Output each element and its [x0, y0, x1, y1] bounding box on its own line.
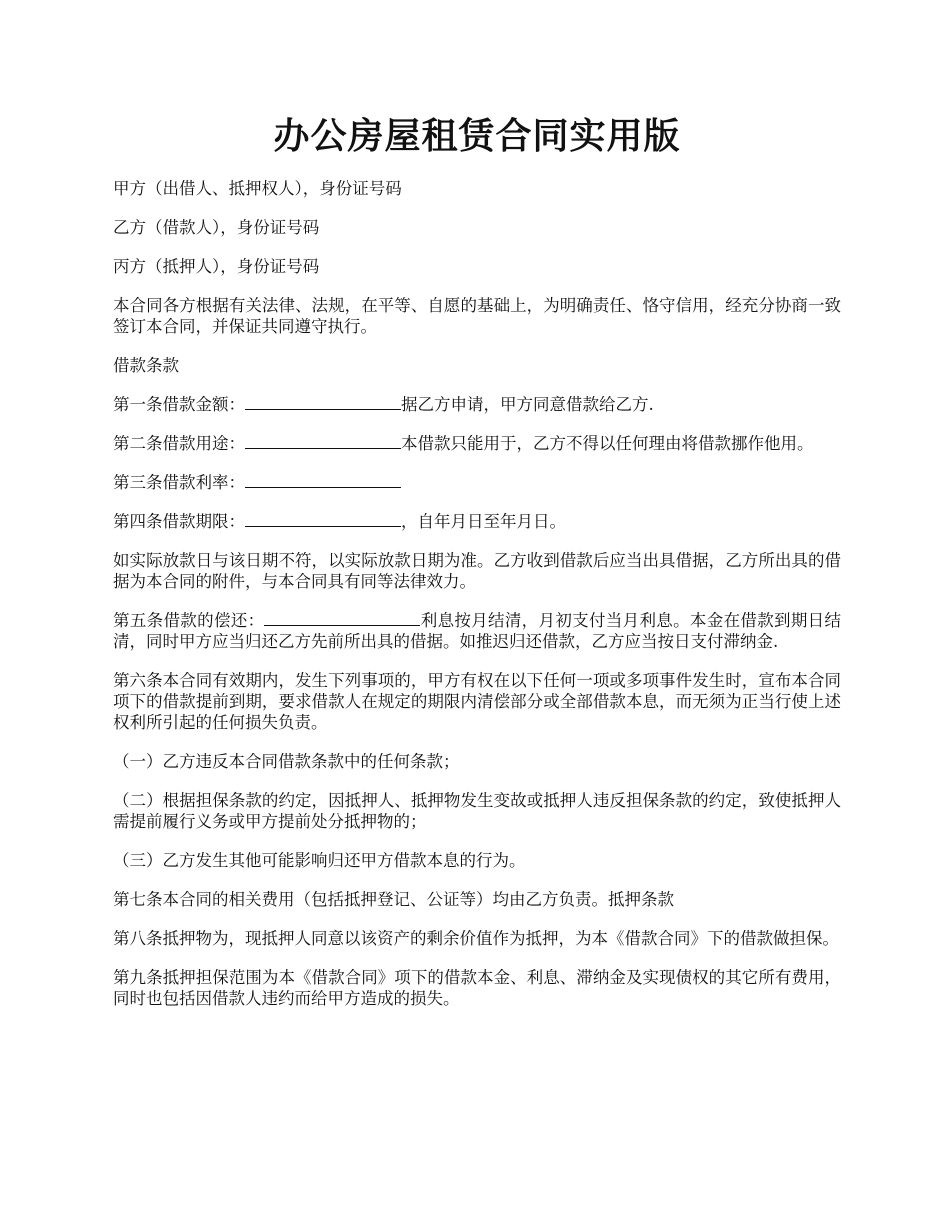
list-item: （一）乙方违反本合同借款条款中的任何条款； — [113, 752, 460, 771]
article-3 — [113, 472, 841, 493]
party-b-line: 乙方（借款人），身份证号码 — [113, 218, 320, 237]
loan-amount-blank — [245, 394, 401, 410]
article-3-label: 第三条借款利率： — [113, 473, 245, 492]
article-5-label: 第五条借款的偿还： — [113, 611, 265, 630]
article-7: 第七条本合同的相关费用（包括抵押登记、公证等）均由乙方负责。抵押条款 — [113, 890, 674, 909]
article-9: 第九条抵押担保范围为本《借款合同》项下的借款本金、利息、滞纳金及实现债权的其它所有费用，同时也包括因借款人违约而给甲方造成的损失。 — [113, 968, 841, 1008]
preamble-paragraph: 本合同各方根据有关法律、法规，在平等、自愿的基础上，为明确责任、恪守信用，经充分协商一致签订本合同，并保证共同遵守执行。 — [113, 296, 841, 336]
list-item: （三）乙方发生其他可能影响归还甲方借款本息的行为。 — [113, 851, 526, 870]
article-4-text: ，自年月日至年月日。 — [401, 512, 566, 531]
interest-rate-blank — [245, 472, 401, 488]
article-5 — [113, 610, 841, 652]
list-item: （二）根据担保条款的约定，因抵押人、抵押物发生变故或抵押人违反担保条款的约定，致使抵押人需提前履行义务或甲方提前处分抵押物的； — [113, 791, 841, 831]
article-1 — [113, 394, 841, 415]
loan-terms-heading: 借款条款 — [113, 356, 179, 375]
article-1-text: 据乙方申请，甲方同意借款给乙方. — [401, 395, 654, 414]
loan-term-blank — [245, 511, 401, 527]
article-2-label: 第二条借款用途： — [113, 434, 245, 453]
document-title: 办公房屋租赁合同实用版 — [273, 115, 681, 157]
article-1-label: 第一条借款金额： — [113, 395, 245, 414]
article-4 — [113, 511, 841, 532]
repayment-blank — [264, 610, 420, 626]
disbursement-paragraph: 如实际放款日与该日期不符，以实际放款日期为准。乙方收到借款后应当出具借据，乙方所出具的借据为本合同的附件，与本合同具有同等法律效力。 — [113, 551, 841, 591]
article-4-label: 第四条借款期限： — [113, 512, 245, 531]
article-2-text: 本借款只能用于，乙方不得以任何理由将借款挪作他用。 — [401, 434, 814, 453]
party-c-line: 丙方（抵押人），身份证号码 — [113, 257, 320, 276]
contract-page — [113, 112, 841, 1027]
article-6: 第六条本合同有效期内，发生下列事项的，甲方有权在以下任何一项或多项事件发生时，宣布本合同项下的借款提前到期，要求借款人在规定的期限内清偿部分或全部借款本息，而无须为正当行使上述权利所引起的任何损失负责。 — [113, 671, 841, 732]
article-8: 第八条抵押物为，现抵押人同意以该资产的剩余价值作为抵押，为本《借款合同》下的借款做担保。 — [113, 929, 839, 948]
article-2 — [113, 433, 841, 454]
loan-purpose-blank — [245, 433, 401, 449]
party-a-line: 甲方（出借人、抵押权人），身份证号码 — [113, 179, 402, 198]
article-5-text: 利息按月结清，月初支付当月利息。本金在借款到期日结清，同时甲方应当归还乙方先前所出具的借据。如推迟归还借款，乙方应当按日支付滞纳金. — [113, 611, 842, 651]
